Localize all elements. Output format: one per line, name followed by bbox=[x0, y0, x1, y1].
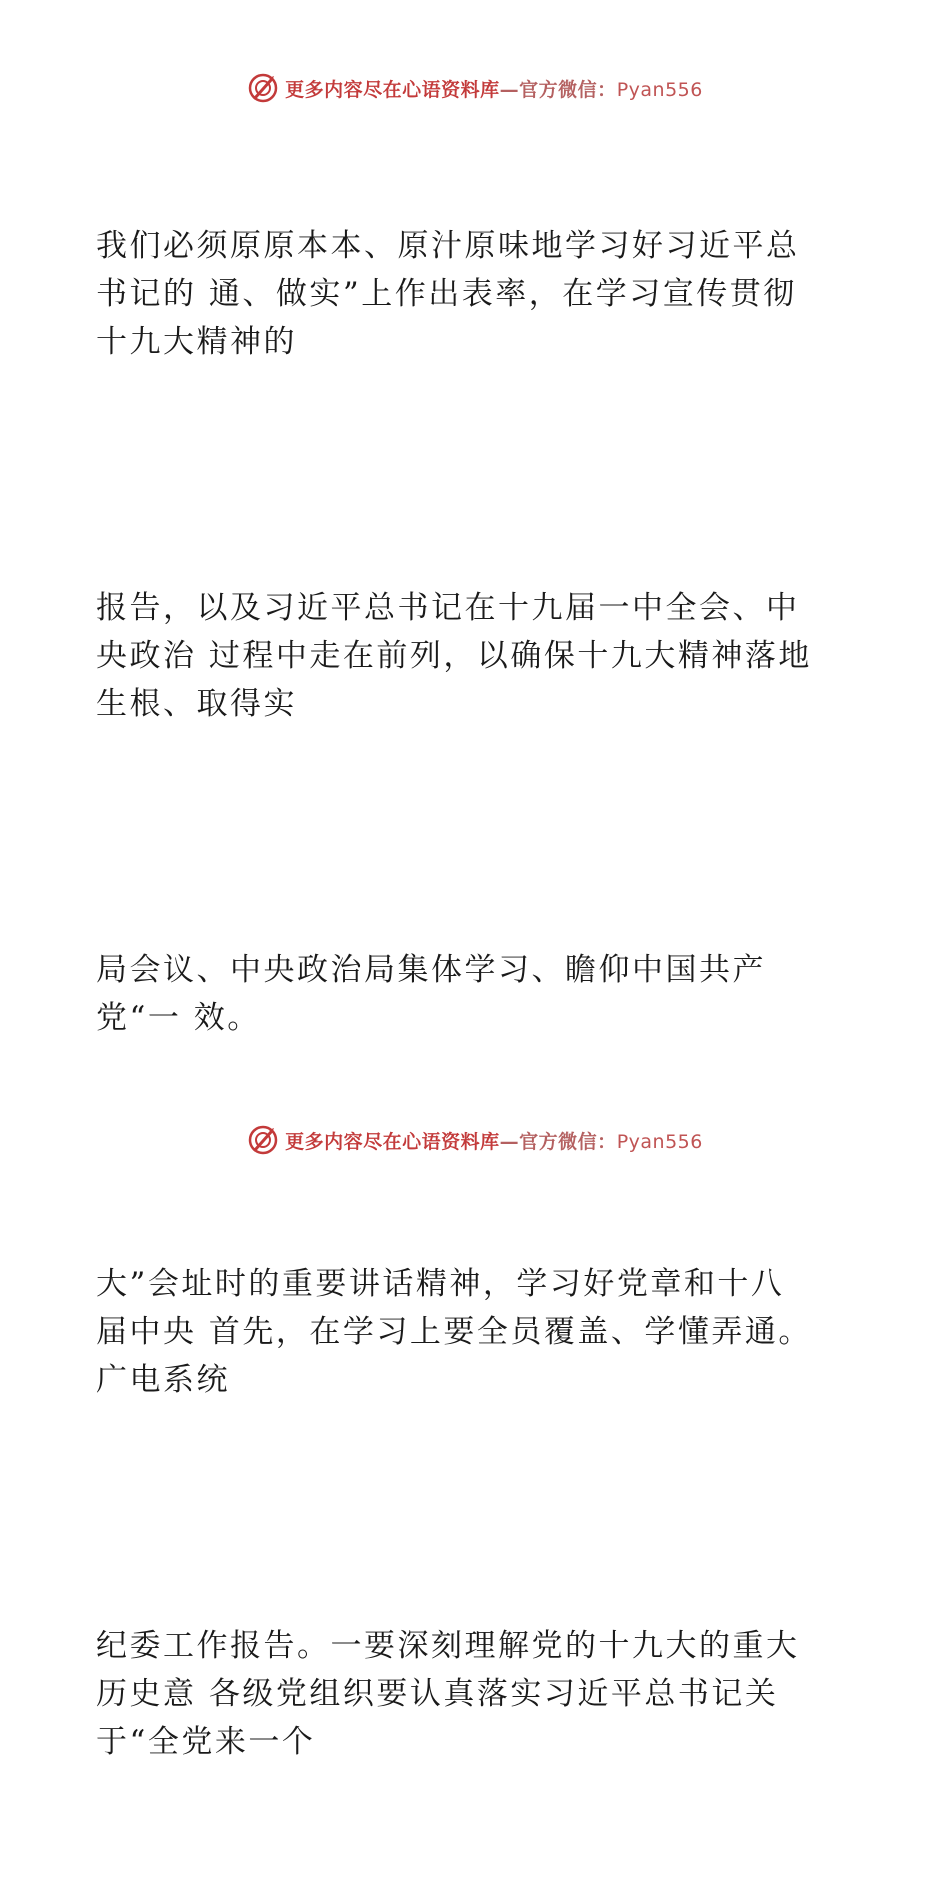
document-body bbox=[96, 126, 836, 1888]
paragraph-line: 报告，以及习近平总书记在十九届一中全会、中 bbox=[96, 590, 800, 626]
header-watermark bbox=[0, 72, 950, 104]
paragraph-4 bbox=[96, 1164, 836, 1500]
paragraph-3 bbox=[96, 850, 836, 1138]
paragraph-line: 局会议、中央政治局集体学习、瞻仰中国共产 bbox=[96, 952, 766, 988]
paragraph-1 bbox=[96, 126, 836, 462]
watermark-logo-icon bbox=[247, 1124, 279, 1156]
paragraph-line: 生根、取得实 bbox=[96, 686, 297, 722]
paragraph-line: 广电系统 bbox=[96, 1362, 230, 1398]
paragraph-line: 纪委工作报告。一要深刻理解党的十九大的重大 bbox=[96, 1628, 800, 1664]
watermark-text: 更多内容尽在心语资料库—官方微信：Pyan556 bbox=[285, 78, 703, 101]
paragraph-line: 央政治 过程中走在前列，以确保十九大精神落地 bbox=[96, 638, 812, 674]
paragraph-line: 大”会址时的重要讲话精神，学习好党章和十八 bbox=[96, 1266, 785, 1302]
paragraph-line: 于“全党来一个 bbox=[96, 1724, 316, 1760]
watermark-logo-icon bbox=[247, 72, 279, 104]
watermark-text: 更多内容尽在心语资料库—官方微信：Pyan556 bbox=[285, 1130, 703, 1153]
paragraph-line: 历史意 各级党组织要认真落实习近平总书记关 bbox=[96, 1676, 779, 1712]
paragraph-line: 党“一 效。 bbox=[96, 1000, 261, 1036]
paragraph-line: 届中央 首先，在学习上要全员覆盖、学懂弄通。 bbox=[96, 1314, 812, 1350]
paragraph-2 bbox=[96, 488, 836, 824]
paragraph-5 bbox=[96, 1526, 836, 1862]
paragraph-line: 我们必须原原本本、原汁原味地学习好习近平总 bbox=[96, 228, 800, 264]
paragraph-line: 书记的 通、做实”上作出表率，在学习宣传贯彻 bbox=[96, 276, 797, 312]
footer-watermark bbox=[0, 1124, 950, 1156]
paragraph-line: 十九大精神的 bbox=[96, 324, 297, 360]
